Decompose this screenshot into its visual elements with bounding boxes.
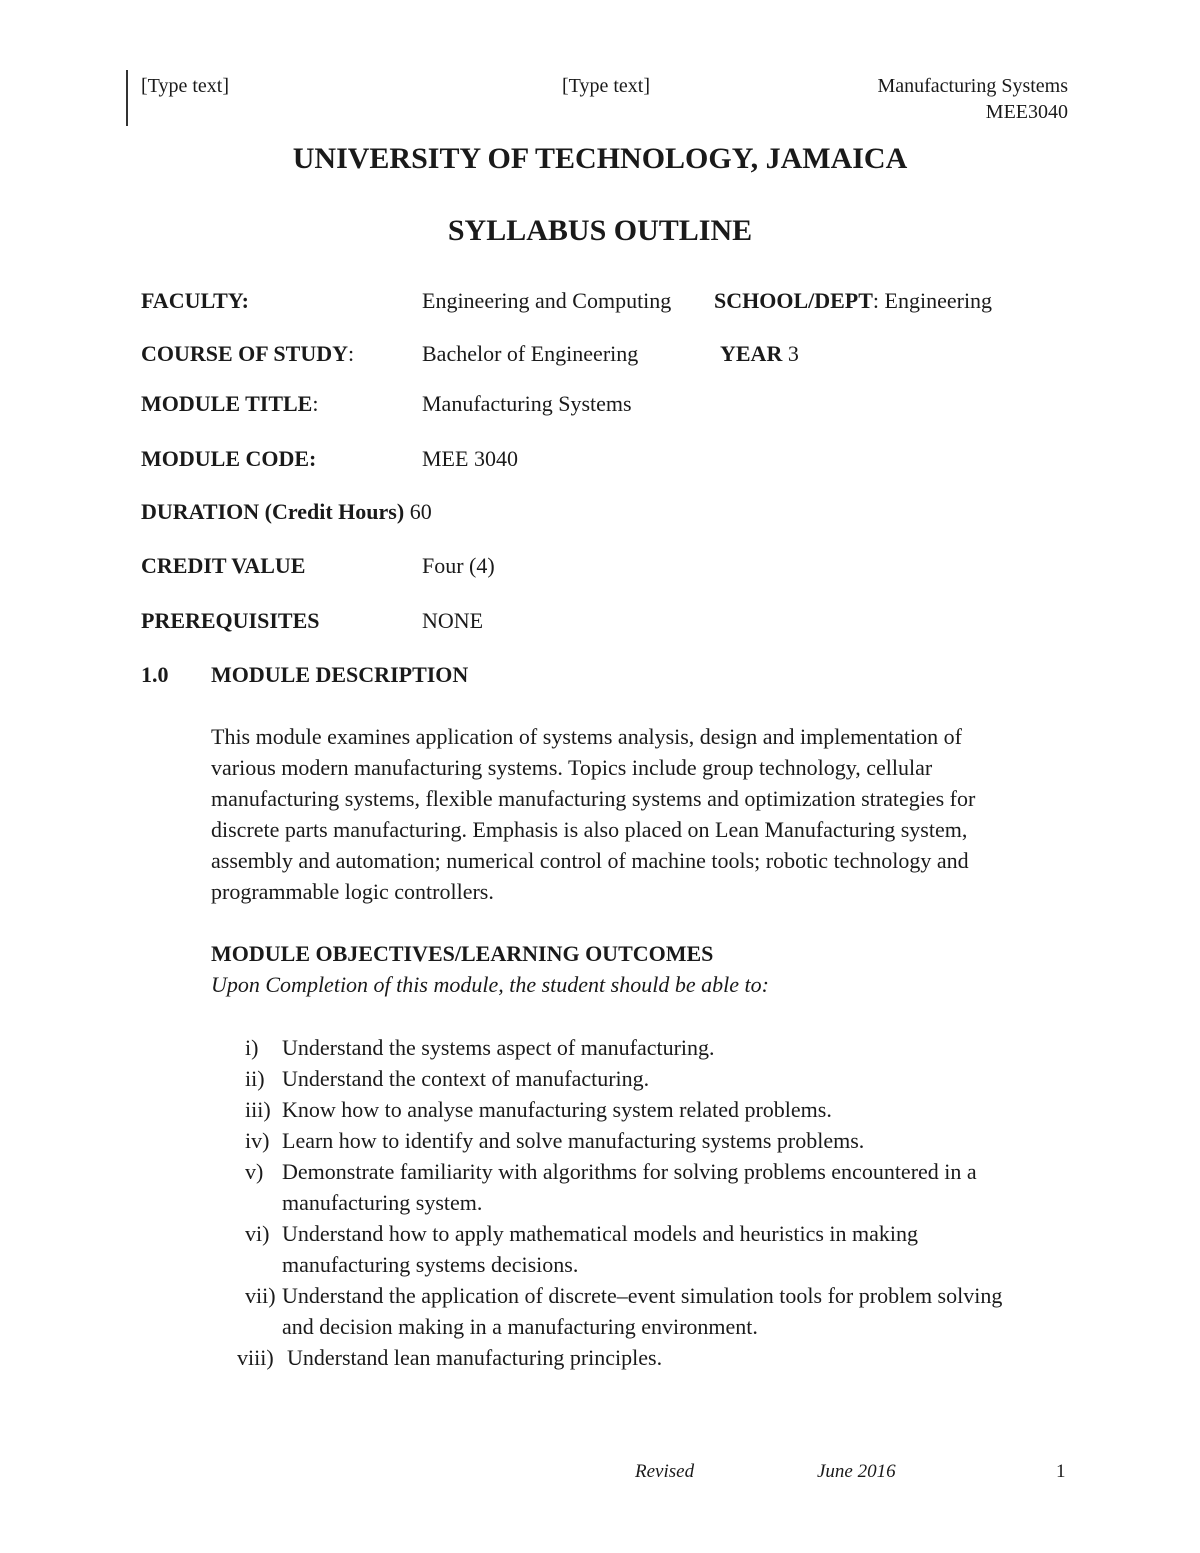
module-description (211, 721, 1051, 907)
header-right-title: Manufacturing Systems (877, 75, 1068, 97)
year-label: YEAR (720, 341, 783, 366)
objective-text: Understand the systems aspect of manufacturing. (282, 1035, 715, 1060)
objective-number: viii) (237, 1345, 274, 1370)
footer-date: June 2016 (817, 1461, 896, 1482)
objective-text: Understand lean manufacturing principles. (287, 1345, 663, 1370)
objective-number: vii) (245, 1283, 276, 1308)
school-value: : Engineering (872, 288, 993, 313)
description-line: various modern manufacturing systems. Topics include group technology, cellular (211, 755, 933, 780)
module-title-label: MODULE TITLE (141, 391, 313, 416)
description-line: This module examines application of systems analysis, design and implementation of (211, 724, 962, 749)
module-title (141, 391, 318, 417)
footer-revised: Revised (635, 1461, 695, 1482)
objectives-intro: Upon Completion of this module, the student should be able to: (211, 972, 769, 997)
faculty-label: FACULTY: (141, 288, 249, 313)
school-label: SCHOOL/DEPT (714, 288, 873, 313)
course-label: COURSE OF STUDY (141, 341, 348, 366)
syllabus-title: SYLLABUS OUTLINE (447, 214, 753, 247)
credit-value: Four (4) (422, 553, 495, 578)
objective-text: Learn how to identify and solve manufacturing systems problems. (282, 1128, 865, 1153)
description-line: assembly and automation; numerical control of machine tools; robotic technology and (211, 848, 969, 873)
module-title-colon: : (312, 391, 319, 416)
header-left-text: [Type text] (141, 75, 230, 97)
year-value: 3 (782, 341, 799, 366)
header-center-text: [Type text] (562, 75, 651, 97)
credit-label: CREDIT VALUE (141, 553, 306, 578)
university-title: UNIVERSITY OF TECHNOLOGY, JAMAICA (292, 142, 908, 175)
module-code-label: MODULE CODE: (141, 446, 317, 471)
header-margin-bar (126, 70, 128, 126)
objective-text: Understand the application of discrete–event simulation tools for problem solving (282, 1283, 1003, 1308)
course-of-study (141, 341, 354, 367)
duration-label: DURATION (Credit Hours) (141, 499, 405, 524)
duration-value: 60 (404, 499, 432, 524)
page-number: 1 (1056, 1461, 1066, 1482)
objective-text-continued: manufacturing systems decisions. (282, 1252, 579, 1277)
objective-text: Know how to analyse manufacturing system related problems. (282, 1097, 832, 1122)
duration (141, 499, 432, 525)
description-line: programmable logic controllers. (211, 879, 494, 904)
objective-text: Understand how to apply mathematical models and heuristics in making (282, 1221, 919, 1246)
objective-number: iii) (245, 1097, 271, 1122)
header-right-code: MEE3040 (985, 101, 1068, 123)
prereq-label: PREREQUISITES (141, 608, 320, 633)
module-title-value: Manufacturing Systems (422, 391, 632, 416)
description-line: discrete parts manufacturing. Emphasis is also placed on Lean Manufacturing system, (211, 817, 968, 842)
school-dept (714, 288, 992, 314)
objective-text-continued: manufacturing system. (282, 1190, 483, 1215)
objective-text: Understand the context of manufacturing. (282, 1066, 650, 1091)
objectives-heading: MODULE OBJECTIVES/LEARNING OUTCOMES (211, 941, 714, 966)
objective-text: Demonstrate familiarity with algorithms for solving problems encountered in a (282, 1159, 977, 1184)
objective-text-continued: and decision making in a manufacturing environment. (282, 1314, 758, 1339)
section-number: 1.0 (141, 662, 169, 687)
description-line: manufacturing systems, flexible manufacturing systems and optimization strategies for (211, 786, 976, 811)
module-code-value: MEE 3040 (422, 446, 518, 471)
year-field (720, 341, 799, 367)
objective-number: v) (245, 1159, 264, 1184)
objective-number: iv) (245, 1128, 270, 1153)
objective-number: vi) (245, 1221, 270, 1246)
prereq-value: NONE (422, 608, 484, 633)
objective-number: i) (245, 1035, 259, 1060)
course-value: Bachelor of Engineering (422, 341, 639, 366)
course-colon: : (348, 341, 355, 366)
objective-number: ii) (245, 1066, 265, 1091)
faculty-value: Engineering and Computing (422, 288, 672, 313)
section-heading: MODULE DESCRIPTION (211, 662, 469, 687)
